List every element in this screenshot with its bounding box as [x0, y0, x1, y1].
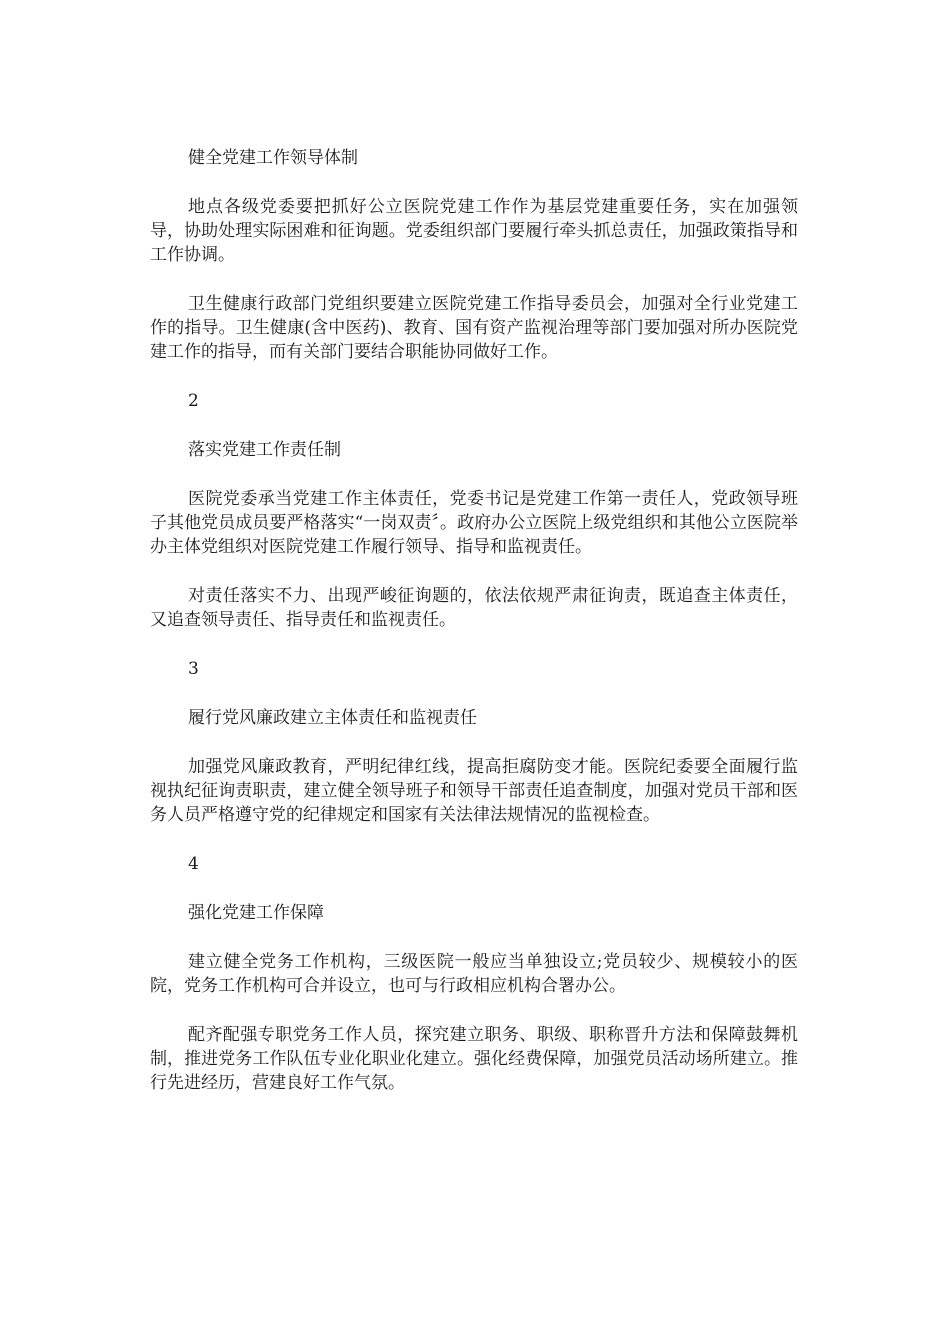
section-heading: 健全党建工作领导体制 — [188, 148, 358, 168]
body-paragraph: 地点各级党委要把抓好公立医院党建工作作为基层党建重要任务，实在加强领导，协助处理实际困难和征询题。党委组织部门要履行牵头抓总责任，加强政策指导和工作协调。 — [150, 197, 798, 265]
section-number: 2 — [188, 391, 199, 411]
section-heading: 强化党建工作保障 — [188, 903, 324, 923]
body-paragraph: 加强党风廉政教育，严明纪律红线，提高拒腐防变才能。医院纪委要全面履行监视执纪征询责职责，建立健全领导班子和领导干部责任追查制度，加强对党员干部和医务人员严格遵守党的纪律规定和国家有关法律法规情况的监视检查。 — [150, 757, 798, 825]
body-paragraph: 医院党委承当党建工作主体责任，党委书记是党建工作第一责任人，党政领导班子其他党员成员要严格落实“一岗双责〞。政府办公立医院上级党组织和其他公立医院举办主体党组织对医院党建工作履行领导、指导和监视责任。 — [150, 489, 798, 557]
body-paragraph: 建立健全党务工作机构，三级医院一般应当单独设立;党员较少、规模较小的医院，党务工作机构可合并设立，也可与行政相应机构合署办公。 — [150, 952, 798, 996]
body-paragraph: 卫生健康行政部门党组织要建立医院党建工作指导委员会，加强对全行业党建工作的指导。卫生健康(含中医药)、教育、国有资产监视治理等部门要加强对所办医院党建工作的指导，而有关部门要结合职能协同做好工作。 — [150, 294, 798, 362]
section-heading: 落实党建工作责任制 — [188, 440, 341, 460]
document-body — [150, 146, 798, 1120]
section-number: 4 — [188, 854, 199, 874]
section-number: 3 — [188, 659, 199, 679]
section-heading: 履行党风廉政建立主体责任和监视责任 — [188, 708, 477, 728]
body-paragraph: 对责任落实不力、出现严峻征询题的，依法依规严肃征询责，既追查主体责任，又追查领导责任、指导责任和监视责任。 — [150, 586, 798, 630]
body-paragraph: 配齐配强专职党务工作人员，探究建立职务、职级、职称晋升方法和保障鼓舞机制，推进党务工作队伍专业化职业化建立。强化经费保障，加强党员活动场所建立。推行先进经历，营建良好工作气氛。 — [150, 1025, 798, 1093]
